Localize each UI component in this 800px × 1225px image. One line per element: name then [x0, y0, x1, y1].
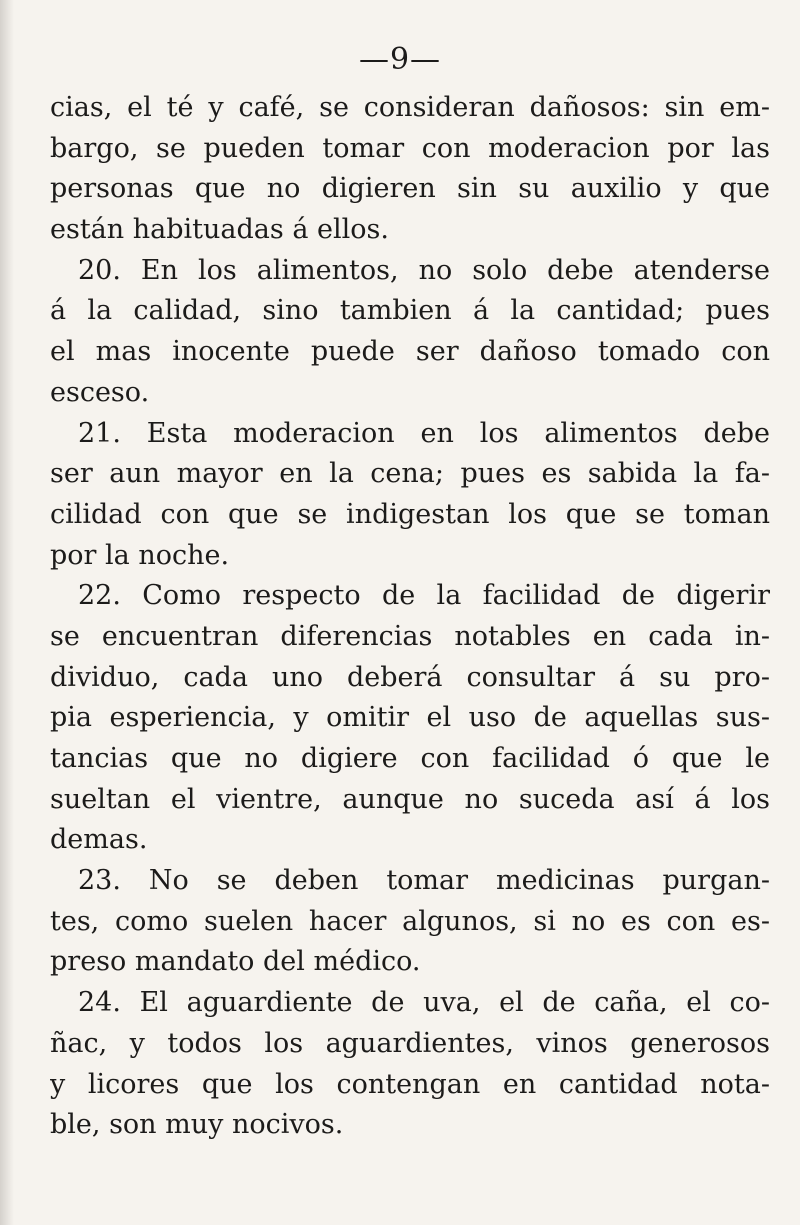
text-line: bargo, se pueden tomar con moderacion por las	[50, 132, 770, 164]
gutter-shadow	[0, 0, 14, 1225]
text-line: cias, el té y café, se consideran dañosos: sin em-	[50, 92, 770, 123]
text-line: demas.	[50, 824, 148, 856]
text-line: dividuo, cada uno deberá consultar á su pro-	[50, 661, 770, 693]
text-line: pia esperiencia, y omitir el uso de aquellas sus-	[50, 702, 770, 734]
text-line: 20. En los alimentos, no solo debe atenderse	[78, 254, 770, 286]
text-line: preso mandato del médico.	[50, 946, 421, 978]
text-line: ser aun mayor en la cena; pues es sabida la fa-	[50, 458, 770, 490]
text-line: esceso.	[50, 376, 150, 408]
text-line: y licores que los contengan en cantidad nota-	[50, 1068, 770, 1100]
text-line: á la calidad, sino tambien á la cantidad; pues	[50, 295, 770, 327]
text-line: 21. Esta moderacion en los alimentos debe	[78, 417, 770, 449]
text-line: sueltan el vientre, aunque no suceda así á los	[50, 783, 770, 815]
text-line: 22. Como respecto de la facilidad de digerir	[78, 580, 770, 612]
text-line: tes, como suelen hacer algunos, si no es con es-	[50, 905, 770, 937]
text-line: se encuentran diferencias notables en cada in-	[50, 620, 770, 652]
text-line: ble, son muy nocivos.	[50, 1109, 344, 1141]
text-line: tancias que no digiere con facilidad ó que le	[50, 743, 770, 774]
page-number: —9—	[358, 42, 442, 77]
text-line: 24. El aguardiente de uva, el de caña, el co-	[78, 987, 770, 1019]
text-line: por la noche.	[50, 539, 230, 571]
text-line: cilidad con que se indigestan los que se toman	[50, 498, 770, 530]
text-line: personas que no digieren sin su auxilio y que	[50, 173, 770, 205]
text-line: ñac, y todos los aguardientes, vinos generosos	[50, 1027, 770, 1059]
body-text	[50, 88, 770, 1146]
text-line: 23. No se deben tomar medicinas purgan-	[78, 865, 770, 897]
text-line: el mas inocente puede ser dañoso tomado con	[50, 336, 770, 368]
text-line: están habituadas á ellos.	[50, 214, 389, 246]
